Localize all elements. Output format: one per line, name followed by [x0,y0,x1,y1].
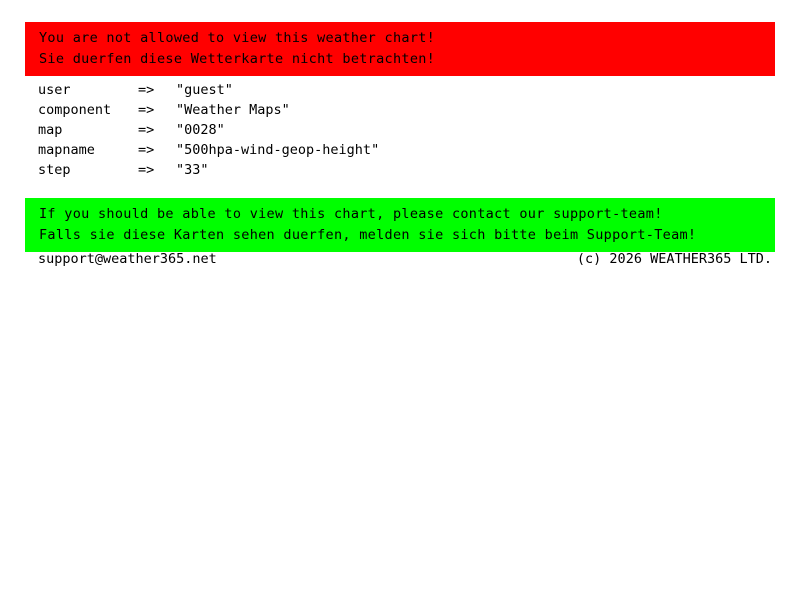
param-row [38,120,758,140]
param-arrow: => [138,142,155,158]
param-key: component [38,102,112,118]
param-value: "guest" [176,82,233,98]
param-value: "33" [176,162,209,178]
param-key: step [38,162,71,178]
param-row [38,100,758,120]
param-value: "Weather Maps" [176,102,290,118]
support-email-link[interactable]: support@weather365.net [38,251,217,267]
support-banner [25,198,775,252]
error-banner [25,22,775,76]
copyright-notice: (c) 2026 WEATHER365 LTD. [576,251,772,267]
param-key: user [38,82,71,98]
param-row [38,140,758,160]
request-parameters [38,80,758,180]
param-key: mapname [38,142,95,158]
param-key: map [38,122,63,138]
param-arrow: => [138,82,155,98]
error-message-de: Sie duerfen diese Wetterkarte nicht betrachten! [39,51,436,67]
param-value: "500hpa-wind-geop-height" [176,142,380,158]
param-value: "0028" [176,122,225,138]
param-row [38,80,758,100]
param-row [38,160,758,180]
param-arrow: => [138,162,155,178]
param-arrow: => [138,122,155,138]
param-arrow: => [138,102,155,118]
error-message-en: You are not allowed to view this weather chart! [39,30,436,46]
support-message-de: Falls sie diese Karten sehen duerfen, melden sie sich bitte beim Support-Team! [39,227,697,243]
footer [38,250,772,268]
support-message-en: If you should be able to view this chart, please contact our support-team! [39,206,663,222]
